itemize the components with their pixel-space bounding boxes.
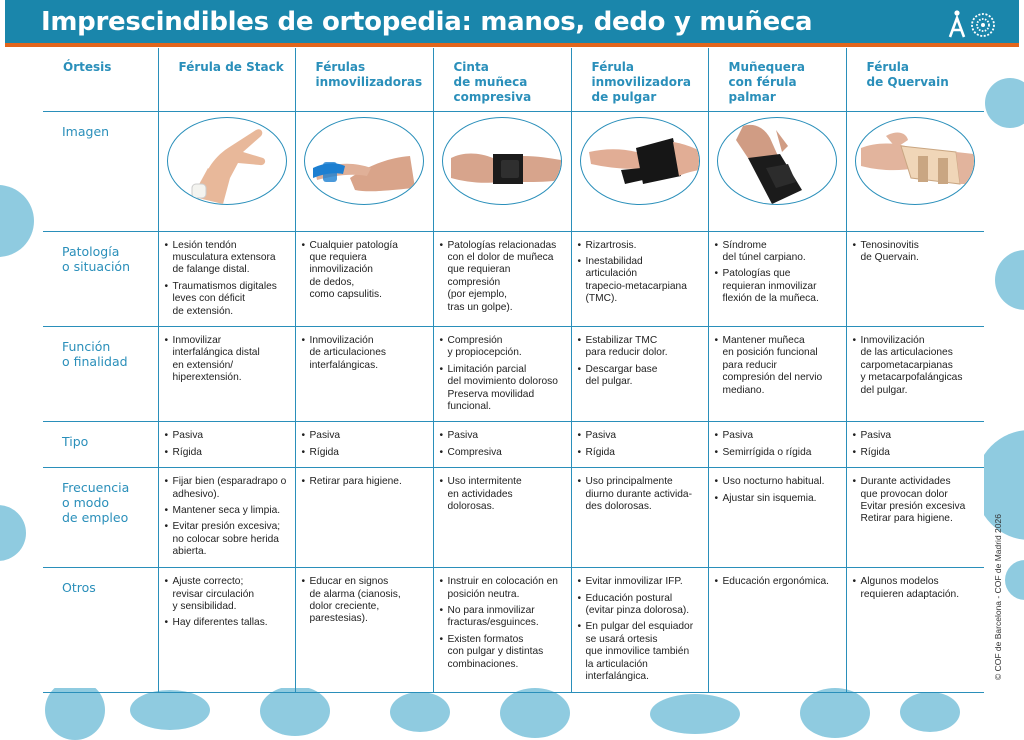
column-header: Muñequera con férula palmar: [708, 48, 846, 111]
bullet-item: • Fijar bien (esparadrapo o adhesivo).: [165, 476, 289, 501]
bullet-item: • Hay diferentes tallas.: [165, 617, 289, 629]
cell-list: [302, 476, 427, 488]
bullet-item: • Semirrígida o rígida: [715, 447, 840, 459]
bullet-item: • Rígida: [578, 447, 702, 459]
bullet-item: • Lesión tendón musculatura extensora de falange distal.: [165, 240, 289, 277]
bullet-item: • Limitación parcial del movimiento doloroso Preserva movilidad funcional.: [440, 364, 565, 414]
bullet-item: • En pulgar del esquiador se usará ortesis que inmovilice también la articulación interfalángica.: [578, 621, 702, 683]
finger-splint-image: [304, 117, 424, 205]
row-label-patologia: Patología o situación: [43, 231, 158, 326]
orthosis-table: [43, 48, 984, 693]
bullet-item: • Algunos modelos requieren adaptación.: [853, 576, 979, 601]
cell-list: [578, 335, 702, 389]
patologia-row: [43, 231, 984, 326]
wrist-band-image: [442, 117, 562, 205]
cell-list: [715, 476, 840, 505]
tipo-row: [43, 422, 984, 468]
header-row: [43, 48, 984, 111]
cell-list: [578, 576, 702, 683]
decorative-circle: [260, 686, 330, 736]
cell-list: [440, 240, 565, 314]
decorative-circle: [800, 688, 870, 738]
bullet-item: • Compresión y propiocepción.: [440, 335, 565, 360]
frecuencia-row: [43, 468, 984, 568]
palmar-wrist-brace-image: [717, 117, 837, 205]
header-bar: [5, 0, 1019, 47]
decorative-circle: [0, 505, 26, 561]
cell-list: [302, 240, 427, 302]
row-label-frecuencia: Frecuencia o modo de empleo: [43, 468, 158, 568]
row-label-otros: Otros: [43, 568, 158, 693]
cell-list: [302, 576, 427, 626]
bullet-item: • Rizartrosis.: [578, 240, 702, 252]
bullet-item: • Uso intermitente en actividades dolorosas.: [440, 476, 565, 513]
bullet-item: • Instruir en colocación en posición neutra.: [440, 576, 565, 601]
cell-list: [165, 240, 289, 318]
column-header: Férula de Stack: [158, 48, 295, 111]
bullet-item: • Uso principalmente diurno durante activida- des dolorosas.: [578, 476, 702, 513]
bullet-item: • Educación ergonómica.: [715, 576, 840, 588]
bullet-item: • Inmovilizar interfalángica distal en extensión/ hiperextensión.: [165, 335, 289, 385]
bullet-item: • Ajuste correcto; revisar circulación y sensibilidad.: [165, 576, 289, 613]
bullet-item: • Pasiva: [165, 430, 289, 442]
row-label-imagen: Imagen: [43, 111, 158, 231]
cell-list: [578, 430, 702, 459]
decorative-circle: [650, 694, 740, 734]
cell-list: [440, 576, 565, 671]
bullet-item: • Educación postural (evitar pinza dolorosa).: [578, 593, 702, 618]
cell-list: [715, 240, 840, 306]
bullet-item: • Durante actividades que provocan dolor Evitar presión excesiva Retirar para higiene.: [853, 476, 979, 526]
decorative-circle: [500, 688, 570, 738]
bullet-item: • Mantener muñeca en posición funcional para reducir compresión del nervio mediano.: [715, 335, 840, 397]
cell-list: [715, 335, 840, 397]
cell-list: [165, 335, 289, 385]
page-title: Imprescindibles de ortopedia: manos, dedo y muñeca: [41, 7, 813, 37]
cell-list: [715, 576, 840, 588]
bullet-item: • Cualquier patología que requiera inmovilización de dedos, como capsulitis.: [302, 240, 427, 302]
bullet-item: • Evitar inmovilizar IFP.: [578, 576, 702, 588]
bullet-item: • Mantener seca y limpia.: [165, 505, 289, 517]
decorative-circle: [995, 250, 1024, 310]
bullet-item: • Tenosinovitis de Quervain.: [853, 240, 979, 265]
bullet-item: • Pasiva: [715, 430, 840, 442]
bullet-item: • No para inmovilizar fracturas/esguinces.: [440, 605, 565, 630]
bullet-item: • Pasiva: [853, 430, 979, 442]
decorative-circle: [900, 692, 960, 732]
cell-list: [302, 430, 427, 459]
column-header: Férulas inmovilizadoras: [295, 48, 433, 111]
bullet-item: • Evitar presión excesiva; no colocar sobre herida abierta.: [165, 521, 289, 558]
cell-list: [440, 335, 565, 413]
bullet-item: • Patologías relacionadas con el dolor de muñeca que requieran compresión (por ejemplo, tras un golpe).: [440, 240, 565, 314]
bullet-item: • Retirar para higiene.: [302, 476, 427, 488]
decorative-circle: [985, 78, 1024, 128]
bullet-item: • Patologías que requieran inmovilizar flexión de la muñeca.: [715, 268, 840, 305]
decorative-circle: [130, 690, 210, 730]
cell-list: [853, 335, 979, 397]
thumb-splint-image: [580, 117, 700, 205]
row-label-funcion: Función o finalidad: [43, 326, 158, 421]
cell-list: [302, 335, 427, 372]
bullet-item: • Síndrome del túnel carpiano.: [715, 240, 840, 265]
cell-list: [853, 476, 979, 526]
cell-list: [853, 576, 979, 601]
bullet-item: • Existen formatos con pulgar y distintas combinaciones.: [440, 634, 565, 671]
row-label-tipo: Tipo: [43, 422, 158, 468]
bullet-item: • Ajustar sin isquemia.: [715, 493, 840, 505]
bullet-item: • Pasiva: [440, 430, 565, 442]
cell-list: [578, 240, 702, 306]
cell-list: [440, 430, 565, 459]
decorative-circle: [1005, 560, 1024, 600]
bullet-item: • Rígida: [165, 447, 289, 459]
corner-header: Órtesis: [43, 48, 158, 111]
bullet-item: • Pasiva: [302, 430, 427, 442]
bullet-item: • Rígida: [853, 447, 979, 459]
cell-list: [853, 240, 979, 265]
comparison-table-panel: [43, 48, 984, 688]
column-header: Cinta de muñeca compresiva: [433, 48, 571, 111]
cof-logo-icon: [947, 9, 999, 39]
cell-list: [853, 430, 979, 459]
bullet-item: • Inestabilidad articulación trapecio-metacarpiana (TMC).: [578, 256, 702, 306]
cell-list: [165, 430, 289, 459]
bullet-item: • Descargar base del pulgar.: [578, 364, 702, 389]
cell-list: [440, 476, 565, 513]
bullet-item: • Estabilizar TMC para reducir dolor.: [578, 335, 702, 360]
column-header: Férula inmovilizadora de pulgar: [571, 48, 708, 111]
decorative-circle: [0, 185, 34, 257]
stack-splint-image: [167, 117, 287, 205]
decorative-circle: [390, 692, 450, 732]
quervain-splint-image: [855, 117, 975, 205]
column-header: Férula de Quervain: [846, 48, 984, 111]
bullet-item: • Compresiva: [440, 447, 565, 459]
bullet-item: • Rígida: [302, 447, 427, 459]
funcion-row: [43, 326, 984, 421]
bullet-item: • Educar en signos de alarma (cianosis, dolor creciente, parestesias).: [302, 576, 427, 626]
bullet-item: • Inmovilización de las articulaciones carpometacarpianas y metacarpofalángicas del pulgar.: [853, 335, 979, 397]
bullet-item: • Pasiva: [578, 430, 702, 442]
cell-list: [715, 430, 840, 459]
bullet-item: • Inmovilización de articulaciones interfalángicas.: [302, 335, 427, 372]
otros-row: [43, 568, 984, 693]
copyright-text: © COF de Barcelona - COF de Madrid 2026: [993, 514, 1003, 680]
cell-list: [578, 476, 702, 513]
image-row: [43, 111, 984, 231]
cell-list: [165, 576, 289, 630]
cell-list: [165, 476, 289, 558]
bullet-item: • Traumatismos digitales leves con déficit de extensión.: [165, 281, 289, 318]
bullet-item: • Uso nocturno habitual.: [715, 476, 840, 488]
